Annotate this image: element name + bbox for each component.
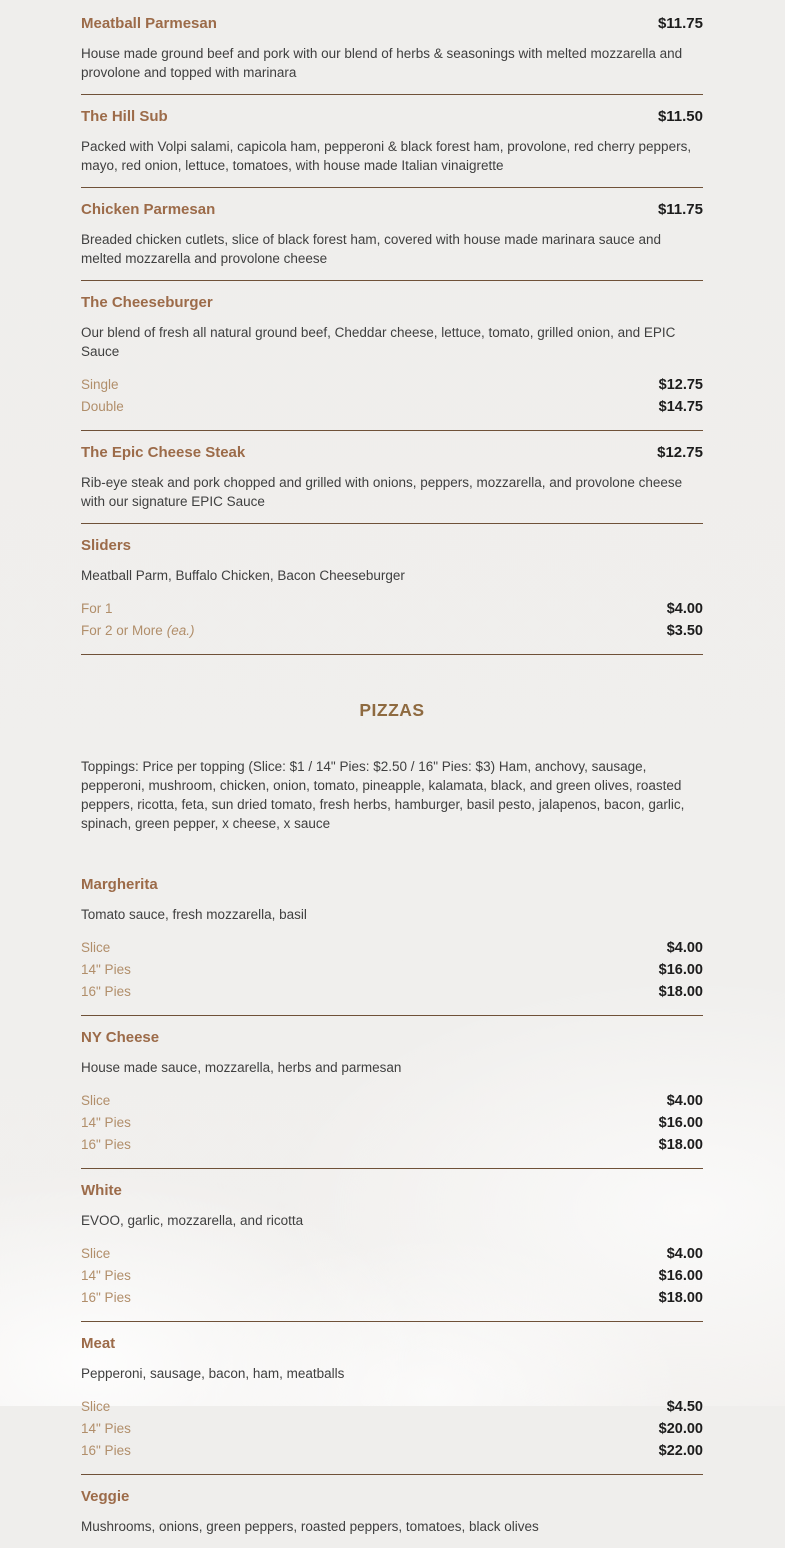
variant-price: $12.75	[658, 377, 703, 393]
menu-item	[81, 1016, 703, 1169]
variant-row	[81, 1265, 703, 1287]
menu-item	[81, 1475, 703, 1548]
variant-label: 14" Pies	[81, 962, 131, 977]
menu-item-description: Packed with Volpi salami, capicola ham, pepperoni & black forest ham, provolone, red cherry peppers, mayo, red onion, lettuce, tomatoes, with house made Italian vinaigrette	[81, 139, 692, 173]
variant-list	[81, 1243, 703, 1309]
variant-label: Double	[81, 399, 124, 414]
variant-row	[81, 937, 703, 959]
variant-row	[81, 620, 703, 642]
variant-price: $4.00	[666, 940, 703, 956]
menu-item-header	[81, 443, 703, 463]
menu-item-description: Mushrooms, onions, green peppers, roasted peppers, tomatoes, black olives	[81, 1519, 539, 1534]
menu-item-name: Chicken Parmesan	[81, 201, 216, 218]
menu-item-name: The Hill Sub	[81, 108, 168, 125]
variant-note: (ea.)	[166, 623, 195, 638]
variant-price: $14.75	[658, 399, 703, 415]
variant-row	[81, 1090, 703, 1112]
menu-item-description: Pepperoni, sausage, bacon, ham, meatballs	[81, 1366, 345, 1381]
variant-row	[81, 1112, 703, 1134]
menu-item-description: Tomato sauce, fresh mozzarella, basil	[81, 907, 307, 922]
variant-label: Slice	[81, 940, 111, 955]
variant-row	[81, 1134, 703, 1156]
menu-item-header	[81, 107, 703, 127]
menu-item-header	[81, 1028, 703, 1048]
variant-label: 16" Pies	[81, 1443, 131, 1458]
menu-item-price: $11.75	[657, 201, 703, 218]
section-title-pizzas: PIZZAS	[359, 700, 425, 720]
variant-label-text: For 1	[81, 601, 113, 616]
menu-item	[81, 863, 703, 1016]
menu-item-description: Our blend of fresh all natural ground beef, Cheddar cheese, lettuce, tomato, grilled onion, and EPIC Sauce	[81, 325, 676, 359]
variant-price: $18.00	[658, 1137, 703, 1153]
menu-item-name: NY Cheese	[81, 1029, 160, 1046]
menu-item-header	[81, 293, 703, 313]
variant-price: $4.50	[666, 1399, 703, 1415]
menu-item-name: The Epic Cheese Steak	[81, 444, 246, 461]
menu-item-price: $11.50	[657, 108, 703, 125]
variant-price: $3.50	[666, 623, 703, 639]
variant-price: $16.00	[658, 1268, 703, 1284]
variant-price: $18.00	[658, 1290, 703, 1306]
variant-price: $4.00	[666, 1246, 703, 1262]
variant-price: $4.00	[666, 601, 703, 617]
menu-item-header	[81, 536, 703, 556]
variant-label: Single	[81, 377, 119, 392]
menu-item	[81, 281, 703, 431]
menu-item-header	[81, 1487, 703, 1507]
variant-row	[81, 598, 703, 620]
menu-item	[81, 188, 703, 281]
menu-item-name: The Cheeseburger	[81, 294, 213, 311]
variant-list	[81, 1090, 703, 1156]
menu-item-header	[81, 200, 703, 220]
menu-item-name: Sliders	[81, 537, 132, 554]
menu-item-price: $12.75	[657, 444, 703, 461]
variant-label-text: For 2 or More	[81, 623, 163, 638]
variant-list	[81, 598, 703, 642]
variant-label: 16" Pies	[81, 1290, 131, 1305]
variant-list	[81, 937, 703, 1003]
menu-item	[81, 524, 703, 655]
menu-item-description: Breaded chicken cutlets, slice of black forest ham, covered with house made marinara sauce and melted mozzarella and provolone cheese	[81, 232, 662, 266]
variant-label	[81, 620, 195, 641]
variant-price: $16.00	[658, 962, 703, 978]
menu-item-description: Meatball Parm, Buffalo Chicken, Bacon Cheeseburger	[81, 568, 405, 583]
variant-row	[81, 959, 703, 981]
variant-label: 16" Pies	[81, 1137, 131, 1152]
variant-label	[81, 598, 113, 619]
variant-list	[81, 374, 703, 418]
menu-item-name: Meatball Parmesan	[81, 15, 217, 32]
variant-row	[81, 396, 703, 418]
variant-list	[81, 1396, 703, 1462]
variant-row	[81, 374, 703, 396]
variant-row	[81, 981, 703, 1003]
variant-row	[81, 1418, 703, 1440]
variant-label: Slice	[81, 1399, 111, 1414]
variant-label: 14" Pies	[81, 1115, 131, 1130]
variant-label: 16" Pies	[81, 984, 131, 999]
variant-row	[81, 1287, 703, 1309]
variant-row	[81, 1243, 703, 1265]
menu-item-description: House made ground beef and pork with our blend of herbs & seasonings with melted mozzarella and provolone and topped with marinara	[81, 46, 683, 80]
variant-label: 14" Pies	[81, 1421, 131, 1436]
variant-row	[81, 1440, 703, 1462]
variant-price: $16.00	[658, 1115, 703, 1131]
variant-price: $4.00	[666, 1093, 703, 1109]
menu-item	[81, 2, 703, 95]
menu-item	[81, 95, 703, 188]
section-header-pizzas	[81, 655, 703, 757]
menu-item-description: Rib-eye steak and pork chopped and grilled with onions, peppers, mozzarella, and provolone cheese with our signature EPIC Sauce	[81, 475, 683, 509]
menu-item	[81, 1322, 703, 1475]
menu-item-header	[81, 14, 703, 34]
menu-item-header	[81, 875, 703, 895]
menu-item-name: White	[81, 1182, 122, 1199]
variant-label: Slice	[81, 1093, 111, 1108]
menu-item-header	[81, 1181, 703, 1201]
menu-item	[81, 431, 703, 524]
menu-item	[81, 1169, 703, 1322]
menu-item-header	[81, 1334, 703, 1354]
variant-label: Slice	[81, 1246, 111, 1261]
variant-price: $18.00	[658, 984, 703, 1000]
variant-label: 14" Pies	[81, 1268, 131, 1283]
variant-row	[81, 1396, 703, 1418]
variant-price: $20.00	[658, 1421, 703, 1437]
menu-item-description: House made sauce, mozzarella, herbs and parmesan	[81, 1060, 402, 1075]
menu-item-name: Meat	[81, 1335, 116, 1352]
menu-item-name: Margherita	[81, 876, 158, 893]
menu-page	[81, 0, 703, 1548]
menu-item-price: $11.75	[657, 15, 703, 32]
pizzas-toppings-note: Toppings: Price per topping (Slice: $1 / 14" Pies: $2.50 / 16" Pies: $3) Ham, anchovy, sausage, pepperoni, mushroom, chicken, onion, tomato, pineapple, kalamata, black, and green olives, roasted peppers, ricotta, feta, sun dried tomato, fresh herbs, hamburger, basil pesto, jalapenos, bacon, garlic, spinach, green pepper, x cheese, x sauce	[81, 759, 685, 831]
menu-item-name: Veggie	[81, 1488, 130, 1505]
menu-item-description: EVOO, garlic, mozzarella, and ricotta	[81, 1213, 304, 1228]
variant-price: $22.00	[658, 1443, 703, 1459]
